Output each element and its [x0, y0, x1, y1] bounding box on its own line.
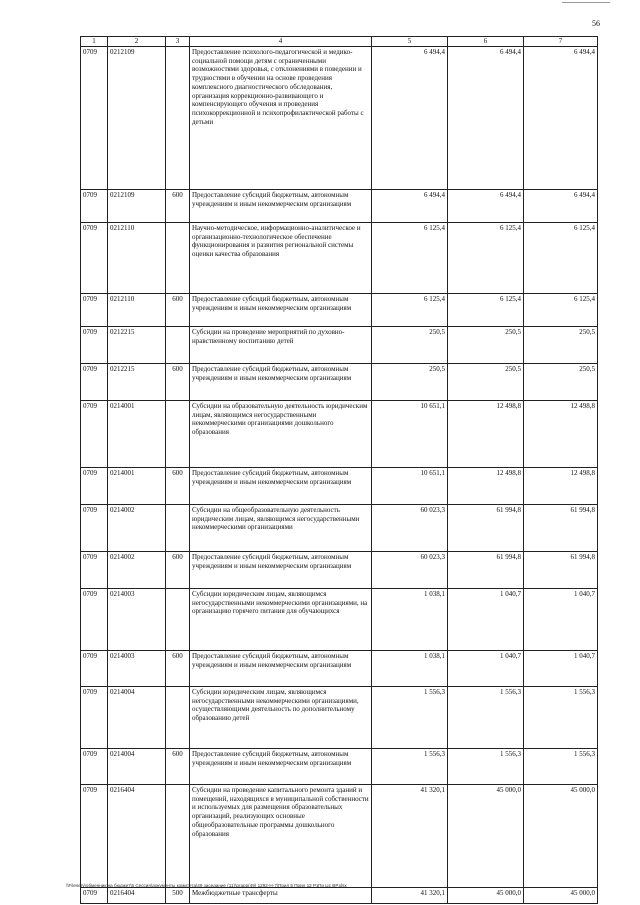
- amount-col-7: 1 556,3: [524, 687, 598, 749]
- table-row: [81, 294, 598, 327]
- section-code: 0709: [81, 190, 108, 223]
- amount-col-5: 6 125,4: [372, 223, 448, 294]
- column-header: 5: [372, 37, 448, 47]
- section-code: 0709: [81, 552, 108, 589]
- amount-col-7: 250,5: [524, 364, 598, 401]
- page-number: 56: [592, 19, 600, 28]
- amount-col-6: 1 040,7: [448, 589, 524, 651]
- amount-col-6: 250,5: [448, 327, 524, 364]
- amount-col-7: 45 000,0: [524, 785, 598, 888]
- article-code: 0212110: [108, 223, 166, 294]
- table-row: [81, 223, 598, 294]
- amount-col-7: 6 494,4: [524, 190, 598, 223]
- column-header: 7: [524, 37, 598, 47]
- amount-col-7: 1 040,7: [524, 651, 598, 687]
- amount-col-7: 1 040,7: [524, 589, 598, 651]
- article-code: 0214003: [108, 651, 166, 687]
- item-description: Предоставление субсидий бюджетным, автономным учреждениям и иным некоммерческим организациям: [190, 749, 372, 785]
- section-code: 0709: [81, 749, 108, 785]
- item-description: Предоставление субсидий бюджетным, автономным учреждениям и иным некоммерческим организациям: [190, 294, 372, 327]
- amount-col-7: 6 125,4: [524, 294, 598, 327]
- amount-col-7: 61 994,8: [524, 552, 598, 589]
- section-code: 0709: [81, 364, 108, 401]
- amount-col-6: 1 040,7: [448, 651, 524, 687]
- amount-col-7: 1 556,3: [524, 749, 598, 785]
- expense-type-code: [166, 223, 190, 294]
- column-header: 4: [190, 37, 372, 47]
- table-row: [81, 505, 598, 552]
- section-code: 0709: [81, 785, 108, 888]
- item-description: Субсидии юридическим лицам, являющимся негосударственными некоммерческими организациями, осуществляющими деятельность по дополнительному образованию детей: [190, 687, 372, 749]
- expense-type-code: [166, 589, 190, 651]
- item-description: Субсидии на проведение капитального ремонта зданий и помещений, находящихся в муниципальной собственности и используемых для размещения образовательных организаций, реализующих основные общеобразовательные программы дошкольного образования: [190, 785, 372, 888]
- table-row: [81, 327, 598, 364]
- expense-type-code: 600: [166, 468, 190, 505]
- amount-col-6: 6 494,4: [448, 47, 524, 190]
- amount-col-5: 60 023,3: [372, 552, 448, 589]
- item-description: Субсидии на проведение мероприятий по духовно-нравственному воспитанию детей: [190, 327, 372, 364]
- expense-type-code: 600: [166, 364, 190, 401]
- top-rule: [562, 2, 610, 3]
- article-code: 0214002: [108, 552, 166, 589]
- article-code: 0214003: [108, 589, 166, 651]
- column-header: 6: [448, 37, 524, 47]
- item-description: Субсидии на общеобразовательную деятельность юридическим лицам, являющимся негосударственными некоммерческими организациями: [190, 505, 372, 552]
- amount-col-5: 250,5: [372, 327, 448, 364]
- table-row: [81, 47, 598, 190]
- article-code: 0212215: [108, 364, 166, 401]
- section-code: 0709: [81, 505, 108, 552]
- section-code: 0709: [81, 223, 108, 294]
- table-row: [81, 552, 598, 589]
- section-code: 0709: [81, 401, 108, 468]
- expense-type-code: [166, 327, 190, 364]
- amount-col-5: 41 320,1: [372, 785, 448, 888]
- amount-col-5: 6 125,4: [372, 294, 448, 327]
- article-code: 0212215: [108, 327, 166, 364]
- item-description: Предоставление субсидий бюджетным, автономным учреждениям и иным некоммерческим организациям: [190, 190, 372, 223]
- column-header: 1: [81, 37, 108, 47]
- article-code: 0214001: [108, 468, 166, 505]
- table-row: [81, 364, 598, 401]
- item-description: Предоставление психолого-педагогической и медико-социальной помощи детям с ограниченными возможностями здоровья, с отклонениями в поведении и трудностями в обучении на основе проведения комплексного диагностического обследования, организация коррекционно-развивающего и компенсирующего обучения и проведения психокоррекционной и психопрофилактической работы с детьми: [190, 47, 372, 190]
- amount-col-5: 60 023,3: [372, 505, 448, 552]
- amount-col-6: 6 125,4: [448, 223, 524, 294]
- table-row: [81, 687, 598, 749]
- amount-col-7: 45 000,0: [524, 888, 598, 904]
- section-code: 0709: [81, 47, 108, 190]
- amount-col-7: 250,5: [524, 327, 598, 364]
- item-description: Научно-методическое, информационно-аналитическое и организационно-технологическое обеспечение функционирования и развития региональной системы оценки качества образования: [190, 223, 372, 294]
- amount-col-5: 1 038,1: [372, 651, 448, 687]
- column-header: 2: [108, 37, 166, 47]
- amount-col-7: 6 125,4: [524, 223, 598, 294]
- amount-col-6: 6 125,4: [448, 294, 524, 327]
- amount-col-6: 12 498,8: [448, 401, 524, 468]
- expense-type-code: [166, 785, 190, 888]
- table-header-row: [81, 37, 598, 47]
- amount-col-5: 250,5: [372, 364, 448, 401]
- amount-col-7: 6 494,4: [524, 47, 598, 190]
- article-code: 0212110: [108, 294, 166, 327]
- expense-type-code: 600: [166, 294, 190, 327]
- article-code: 0212109: [108, 190, 166, 223]
- amount-col-6: 61 994,8: [448, 505, 524, 552]
- item-description: Предоставление субсидий бюджетным, автономным учреждениям и иным некоммерческим организациям: [190, 552, 372, 589]
- section-code: 0709: [81, 294, 108, 327]
- article-code: 0212109: [108, 47, 166, 190]
- budget-table: [80, 36, 598, 904]
- amount-col-5: 10 651,1: [372, 401, 448, 468]
- article-code: 0214004: [108, 687, 166, 749]
- expense-type-code: 600: [166, 749, 190, 785]
- amount-col-6: 12 498,8: [448, 468, 524, 505]
- amount-col-6: 45 000,0: [448, 888, 524, 904]
- expense-type-code: 500: [166, 888, 190, 904]
- section-code: 0709: [81, 327, 108, 364]
- item-description: Межбюджетные трансферты: [190, 888, 372, 904]
- section-code: 0709: [81, 651, 108, 687]
- column-header: 3: [166, 37, 190, 47]
- amount-col-5: 1 038,1: [372, 589, 448, 651]
- expense-type-code: [166, 47, 190, 190]
- article-code: 0216404: [108, 888, 166, 904]
- amount-col-5: 1 556,3: [372, 749, 448, 785]
- expense-type-code: [166, 687, 190, 749]
- amount-col-7: 12 498,8: [524, 468, 598, 505]
- table-row: [81, 468, 598, 505]
- article-code: 0214001: [108, 401, 166, 468]
- table-row: [81, 401, 598, 468]
- section-code: 0709: [81, 687, 108, 749]
- amount-col-6: 6 494,4: [448, 190, 524, 223]
- article-code: 0214002: [108, 505, 166, 552]
- amount-col-6: 61 994,8: [448, 552, 524, 589]
- footer-file-path: \\Fileserv\обменник на бюджет\5 Сессия\документы комитета\49 заседание (11)\ргарр(49) 1292-Н-7\Прил 5 Прил 12 РзПр Цс ВР.xlsx: [66, 883, 347, 888]
- expense-type-code: [166, 401, 190, 468]
- amount-col-6: 1 556,3: [448, 749, 524, 785]
- section-code: 0709: [81, 468, 108, 505]
- amount-col-6: 45 000,0: [448, 785, 524, 888]
- amount-col-5: 1 556,3: [372, 687, 448, 749]
- expense-type-code: [166, 505, 190, 552]
- expense-type-code: 600: [166, 190, 190, 223]
- expense-type-code: 600: [166, 552, 190, 589]
- item-description: Предоставление субсидий бюджетным, автономным учреждениям и иным некоммерческим организациям: [190, 364, 372, 401]
- table-row: [81, 888, 598, 904]
- table-row: [81, 785, 598, 888]
- item-description: Субсидии юридическим лицам, являющимся негосударственными некоммерческими организациями, на организацию горячего питания для обучающихся: [190, 589, 372, 651]
- section-code: 0709: [81, 888, 108, 904]
- table-row: [81, 749, 598, 785]
- item-description: Предоставление субсидий бюджетным, автономным учреждениям и иным некоммерческим организациям: [190, 468, 372, 505]
- amount-col-5: 6 494,4: [372, 190, 448, 223]
- amount-col-7: 61 994,8: [524, 505, 598, 552]
- amount-col-5: 41 320,1: [372, 888, 448, 904]
- table-row: [81, 190, 598, 223]
- table-row: [81, 651, 598, 687]
- article-code: 0216404: [108, 785, 166, 888]
- amount-col-6: 250,5: [448, 364, 524, 401]
- section-code: 0709: [81, 589, 108, 651]
- amount-col-7: 12 498,8: [524, 401, 598, 468]
- amount-col-5: 10 651,1: [372, 468, 448, 505]
- amount-col-5: 6 494,4: [372, 47, 448, 190]
- amount-col-6: 1 556,3: [448, 687, 524, 749]
- item-description: Субсидии на образовательную деятельность юридическим лицам, являющимся негосударственными некоммерческими организациями дошкольного образования: [190, 401, 372, 468]
- item-description: Предоставление субсидий бюджетным, автономным учреждениям и иным некоммерческим организациям: [190, 651, 372, 687]
- article-code: 0214004: [108, 749, 166, 785]
- expense-type-code: 600: [166, 651, 190, 687]
- table-row: [81, 589, 598, 651]
